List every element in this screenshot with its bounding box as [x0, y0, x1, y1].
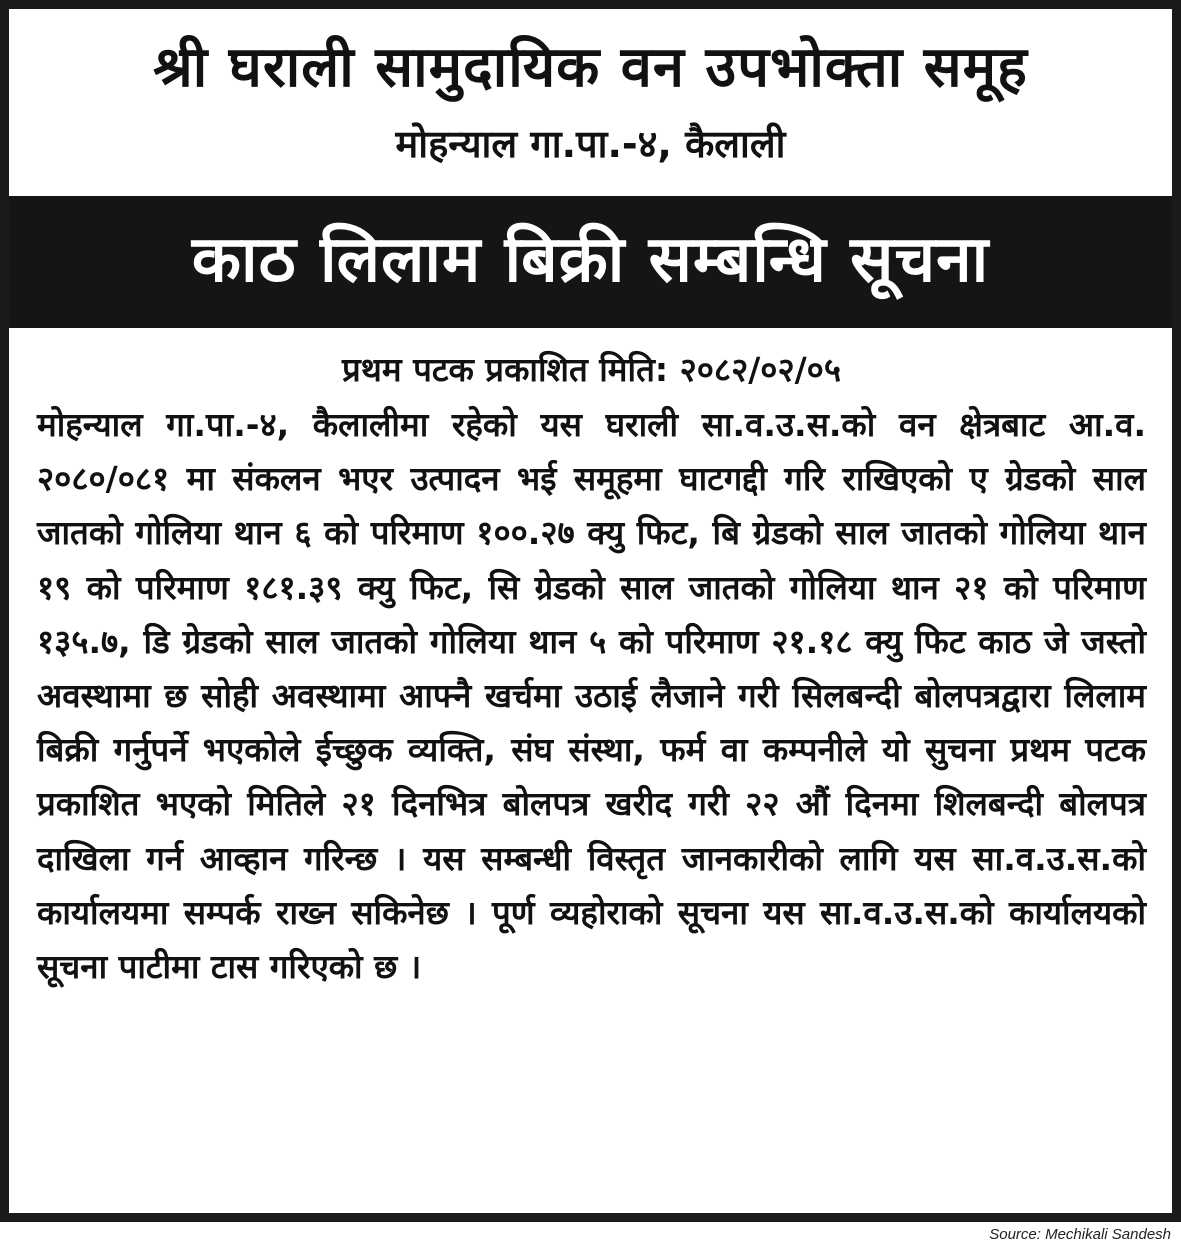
org-header	[9, 9, 1172, 196]
source-credit: Source: Mechikali Sandesh	[989, 1226, 1171, 1243]
notice-body-text: मोहन्याल गा.पा.-४, कैलालीमा रहेको यस घराली सा.व.उ.स.को वन क्षेत्रबाट आ.व. २०८०/०८१ मा संकलन भएर उत्पादन भई समूहमा घाटगद्दी गरि राखिएको ए ग्रेडको साल जातको गोलिया थान ६ को परिमाण १००.२७ क्यु फिट, बि ग्रेडको साल जातको गोलिया थान १९ को परिमाण १८१.३९ क्यु फिट, सि ग्रेडको साल जातको गोलिया थान २१ को परिमाण १३५.७, डि ग्रेडको साल जातको गोलिया थान ५ को परिमाण २१.१८ क्यु फिट काठ जे जस्तो अवस्थामा छ सोही अवस्थामा आफ्नै खर्चमा उठाई लैजाने गरी सिलबन्दी बोलपत्रद्वारा लिलाम बिक्री गर्नुपर्ने भएकोले ईच्छुक व्यक्ति, संघ संस्था, फर्म वा कम्पनीले यो सुचना प्रथम पटक प्रकाशित भएको मितिले २१ दिनभित्र बोलपत्र खरीद गरी २२ औं दिनमा शिलबन्दी बोलपत्र दाखिला गर्न आव्हान गरिन्छ । यस सम्बन्धी विस्तृत जानकारीको लागि यस सा.व.उ.स.को कार्यालयमा सम्पर्क राख्न सकिनेछ । पूर्ण व्यहोराको सूचना यस सा.व.उ.स.को कार्यालयको सूचना पाटीमा टास गरिएको छ ।	[37, 405, 1146, 987]
publish-date: प्रथम पटक प्रकाशित मिति: २०८२/०२/०५	[342, 350, 841, 389]
notice-title: काठ लिलाम बिक्री सम्बन्धि सूचना	[191, 223, 990, 297]
org-address: मोहन्याल गा.पा.-४, कैलाली	[395, 122, 786, 166]
notice-body	[9, 328, 1172, 994]
notice-banner	[9, 196, 1172, 328]
org-name: श्री घराली सामुदायिक वन उपभोक्ता समूह	[153, 35, 1028, 100]
